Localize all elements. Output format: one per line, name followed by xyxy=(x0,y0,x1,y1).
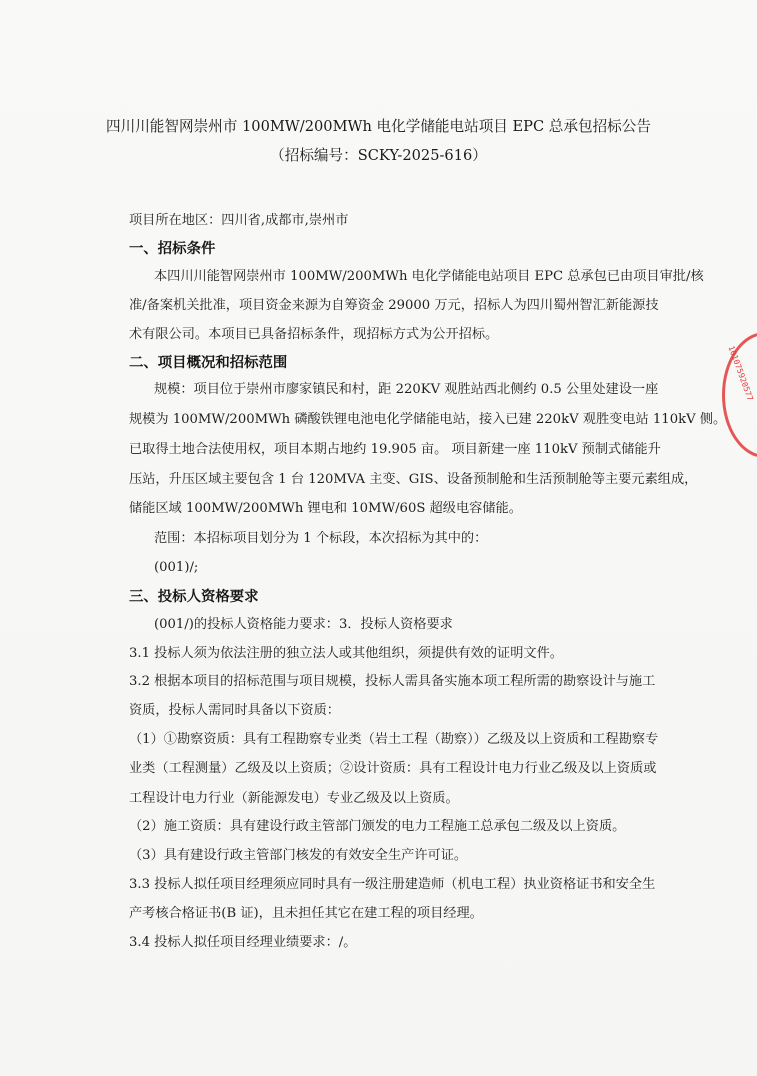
paragraph-line: 储能区域 100MW/200MWh 锂电和 10MW/60S 超级电容储能。 xyxy=(129,501,522,516)
paragraph-line: 工程设计电力行业（新能源发电）专业乙级及以上资质。 xyxy=(129,791,459,806)
paragraph-line: 3.3 投标人拟任项目经理须应同时具有一级注册建造师（机电工程）执业资格证书和安全生 xyxy=(129,877,656,892)
paragraph-line: 已取得土地合法使用权，项目本期占地约 19.905 亩。 项目新建一座 110kV 预制式储能升 xyxy=(129,442,661,457)
paragraph-line: (001)/; xyxy=(154,560,199,575)
document-title: 四川川能智网崇州市 100MW/200MWh 电化学储能电站项目 EPC 总承包招标公告 xyxy=(106,118,651,135)
paragraph-line: 业类（工程测量）乙级及以上资质；②设计资质：具有工程设计电力行业乙级及以上资质或 xyxy=(129,761,657,776)
section-heading-project-overview: 二、项目概况和招标范围 xyxy=(129,355,288,371)
tender-number: （招标编号：SCKY-2025-616） xyxy=(270,147,487,164)
paragraph-line: 3.4 投标人拟任项目经理业绩要求：/。 xyxy=(129,935,357,950)
section-heading-bidding-conditions: 一、招标条件 xyxy=(129,241,216,257)
paragraph-line: 产考核合格证书(B 证)，且未担任其它在建工程的项目经理。 xyxy=(129,906,483,921)
project-location: 项目所在地区：四川省,成都市,崇州市 xyxy=(129,213,349,228)
paragraph-line: （2）施工资质：具有建设行政主管部门颁发的电力工程施工总承包二级及以上资质。 xyxy=(129,819,626,834)
paragraph-line: （1）①勘察资质：具有工程勘察专业类（岩土工程（勘察））乙级及以上资质和工程勘察专 xyxy=(129,732,659,747)
paragraph-line: (001/)的投标人资格能力要求：3．投标人资格要求 xyxy=(154,617,453,632)
paragraph-line: 规模：项目位于崇州市廖家镇民和村，距 220KV 观胜站西北侧约 0.5 公里处建设一座 xyxy=(154,382,659,397)
paragraph-line: 资质，投标人需同时具备以下资质： xyxy=(129,703,340,718)
section-heading-bidder-qualifications: 三、投标人资格要求 xyxy=(129,589,259,605)
seal-stamp-number: 101075920577 xyxy=(726,344,755,403)
paragraph-line: 范围：本招标项目划分为 1 个标段，本次招标为其中的： xyxy=(154,531,488,546)
paragraph-line: 3.2 根据本项目的招标范围与项目规模，投标人需具备实施本项工程所需的勘察设计与施工 xyxy=(129,674,656,689)
paragraph-line: 准/备案机关批准，项目资金来源为自筹资金 29000 万元，招标人为四川蜀州智汇新能源技 xyxy=(129,298,659,313)
paragraph-line: 术有限公司。本项目已具备招标条件，现招标方式为公开招标。 xyxy=(129,327,499,342)
paragraph-line: 压站，升压区域主要包含 1 台 120MVA 主变、GIS、设备预制舱和生活预制舱等主要元素组成， xyxy=(129,472,698,487)
paragraph-line: 本四川川能智网崇州市 100MW/200MWh 电化学储能电站项目 EPC 总承包已由项目审批/核 xyxy=(154,269,704,284)
paragraph-line: （3）具有建设行政主管部门核发的有效安全生产许可证。 xyxy=(129,848,468,863)
paragraph-line: 规模为 100MW/200MWh 磷酸铁锂电池电化学储能电站，接入已建 220kV 观胜变电站 110kV 侧。 xyxy=(129,412,727,427)
paragraph-line: 3.1 投标人须为依法注册的独立法人或其他组织，须提供有效的证明文件。 xyxy=(129,646,563,661)
